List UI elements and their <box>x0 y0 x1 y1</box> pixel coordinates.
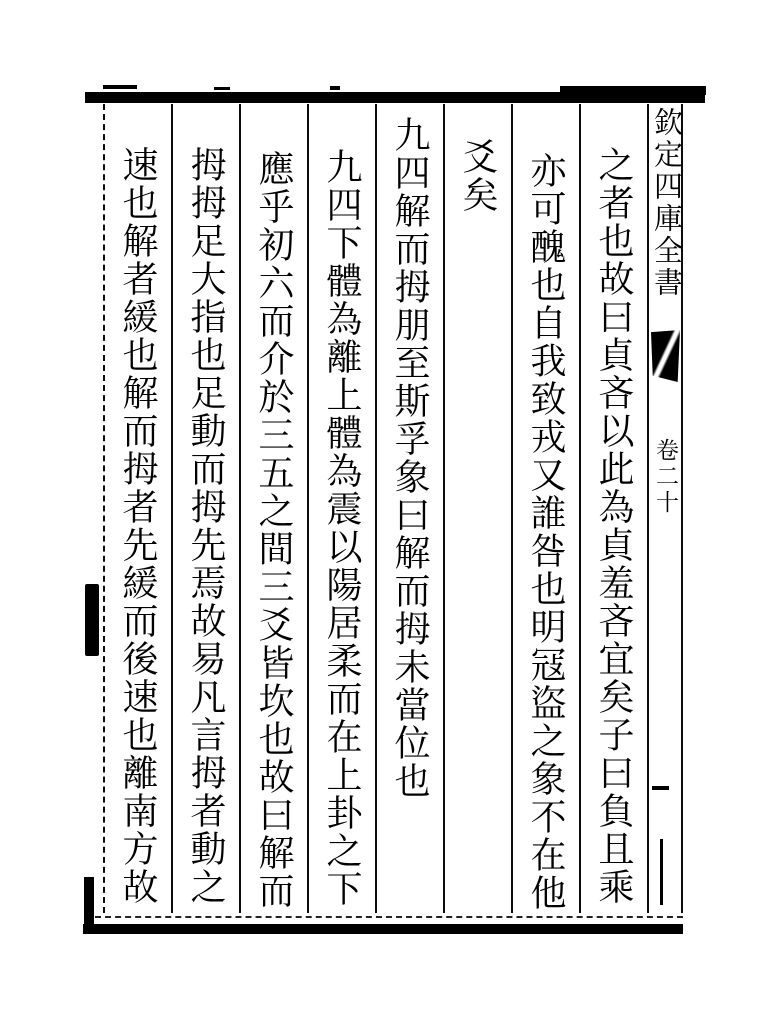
right-margin-column <box>647 104 683 913</box>
margin-line-mark <box>660 839 663 905</box>
margin-dash-mark <box>652 786 669 790</box>
scan-speck <box>330 86 340 90</box>
left-edge-ink-blob <box>85 584 99 656</box>
volume-marker: 卷二十 <box>653 438 678 516</box>
bottom-border-bar <box>83 924 683 934</box>
text-column-8 <box>103 104 171 913</box>
column-text: 亦可醜也自我致戎又誰咎也明冦盜之象不在他 <box>526 152 566 912</box>
top-border-thick-segment <box>560 86 706 95</box>
scan-speck <box>214 87 230 90</box>
text-column-4 <box>375 104 443 913</box>
column-text: 九四解而拇朋至斯孚象曰解而拇未當位也 <box>390 116 430 800</box>
text-column-7 <box>171 104 239 913</box>
column-text: 之者也故曰貞吝以此為貞羞吝宜矣子曰負且乘 <box>594 146 634 906</box>
column-text: 速也解者緩也解而拇者先緩而後速也離南方故 <box>118 146 158 906</box>
scan-speck <box>103 85 137 89</box>
text-column-3 <box>443 104 511 913</box>
column-text: 拇拇足大指也足動而拇先焉故易凡言拇者動之 <box>186 146 226 906</box>
text-column-5 <box>307 104 375 913</box>
ink-stamp-blob <box>651 330 680 382</box>
text-columns <box>103 104 683 913</box>
book-series-title: 欽定四庫全書 <box>650 107 682 299</box>
left-edge-ink-blob <box>84 877 94 929</box>
text-column-2 <box>511 104 579 913</box>
column-text: 九四下體為離上體為震以陽居柔而在上卦之下 <box>322 148 362 908</box>
column-text: 爻矣 <box>458 138 498 214</box>
text-column-1 <box>579 104 647 913</box>
text-column-6 <box>239 104 307 913</box>
column-text: 應乎初六而介於三五之間三爻皆坎也故曰解而 <box>254 150 294 910</box>
bottom-border-dashed-line <box>95 916 683 918</box>
